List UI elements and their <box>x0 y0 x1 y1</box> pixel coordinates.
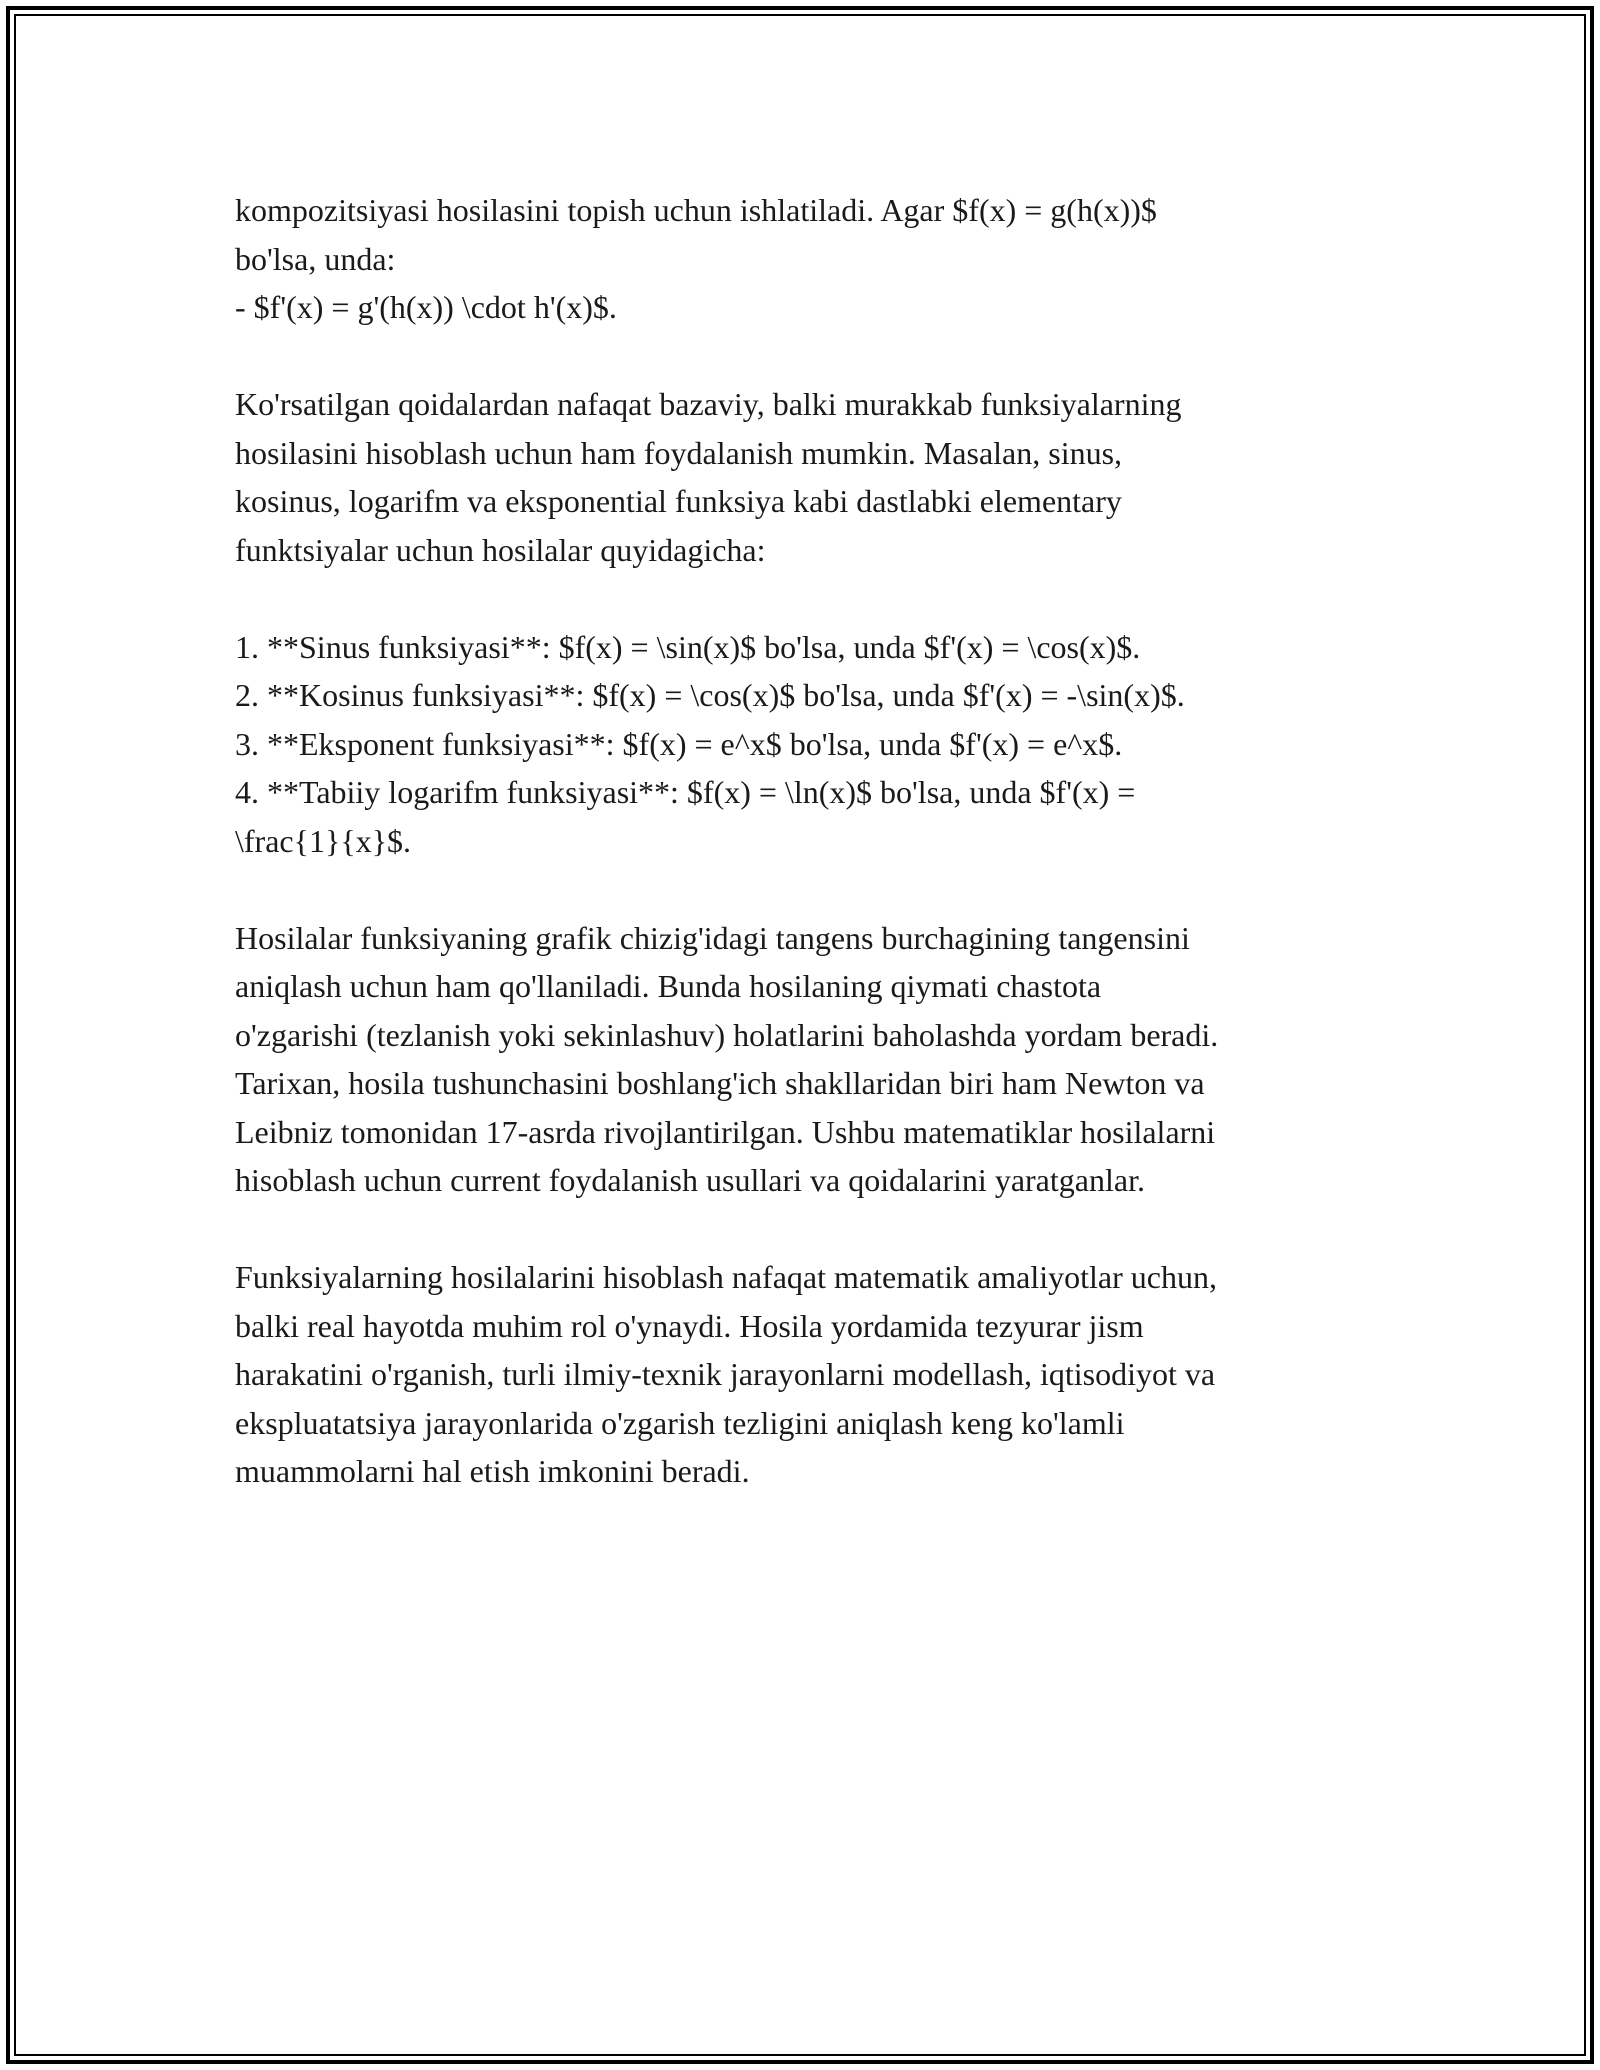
document-body <box>235 186 1375 1544</box>
paragraph <box>235 1253 1375 1496</box>
text-line: kosinus, logarifm va eksponential funksiya kabi dastlabki elementary <box>235 483 1122 519</box>
text-line: hisoblash uchun current foydalanish usullari va qoidalarini yaratganlar. <box>235 1162 1145 1198</box>
text-line: Leibniz tomonidan 17-asrda rivojlantirilgan. Ushbu matematiklar hosilalarni <box>235 1113 1216 1150</box>
text-line: 2. **Kosinus funksiyasi**: $f(x) = \cos(x)$ bo'lsa, unda $f'(x) = -\sin(x)$. <box>235 677 1185 713</box>
text-line: kompozitsiyasi hosilasini topish uchun ishlatiladi. Agar $f(x) = g(h(x))$ <box>235 192 1157 228</box>
paragraph <box>235 380 1375 574</box>
text-line: \frac{1}{x}$. <box>235 822 412 859</box>
text-line: Hosilalar funksiyaning grafik chizig'idagi tangens burchagining tangensini <box>235 919 1190 956</box>
text-line: aniqlash uchun ham qo'llaniladi. Bunda hosilaning qiymati chastota <box>235 968 1102 1004</box>
text-line: - $f'(x) = g'(h(x)) \cdot h'(x)$. <box>235 289 617 325</box>
paragraph <box>235 914 1375 1205</box>
text-line: harakatini o'rganish, turli ilmiy-texnik jarayonlarni modellash, iqtisodiyot va <box>235 1356 1216 1392</box>
text-line: Funksiyalarning hosilalarini hisoblash nafaqat matematik amaliyotlar uchun, <box>235 1259 1217 1295</box>
text-line: Ko'rsatilgan qoidalardan nafaqat bazaviy, balki murakkab funksiyalarning <box>235 386 1182 422</box>
text-line: muammolarni hal etish imkonini beradi. <box>235 1453 750 1489</box>
text-line: o'zgarishi (tezlanish yoki sekinlashuv) holatlarini baholashda yordam beradi. <box>235 1016 1219 1053</box>
text-line: funktsiyalar uchun hosilalar quyidagicha: <box>235 531 766 568</box>
text-line: balki real hayotda muhim rol o'ynaydi. Hosila yordamida tezyurar jism <box>235 1307 1144 1344</box>
text-line: 1. **Sinus funksiyasi**: $f(x) = \sin(x)$ bo'lsa, unda $f'(x) = \cos(x)$. <box>235 628 1141 665</box>
paragraph <box>235 623 1375 866</box>
text-line: Tarixan, hosila tushunchasini boshlang'ich shakllaridan biri ham Newton va <box>235 1065 1205 1101</box>
text-line: bo'lsa, unda: <box>235 240 396 277</box>
text-line: 4. **Tabiiy logarifm funksiyasi**: $f(x) = \ln(x)$ bo'lsa, unda $f'(x) = <box>235 774 1136 810</box>
text-line: hosilasini hisoblash uchun ham foydalanish mumkin. Masalan, sinus, <box>235 434 1123 471</box>
text-line: ekspluatatsiya jarayonlarida o'zgarish tezligini aniqlash keng ko'lamli <box>235 1404 1125 1441</box>
paragraph <box>235 186 1375 332</box>
text-line: 3. **Eksponent funksiyasi**: $f(x) = e^x$ bo'lsa, unda $f'(x) = e^x$. <box>235 725 1123 762</box>
